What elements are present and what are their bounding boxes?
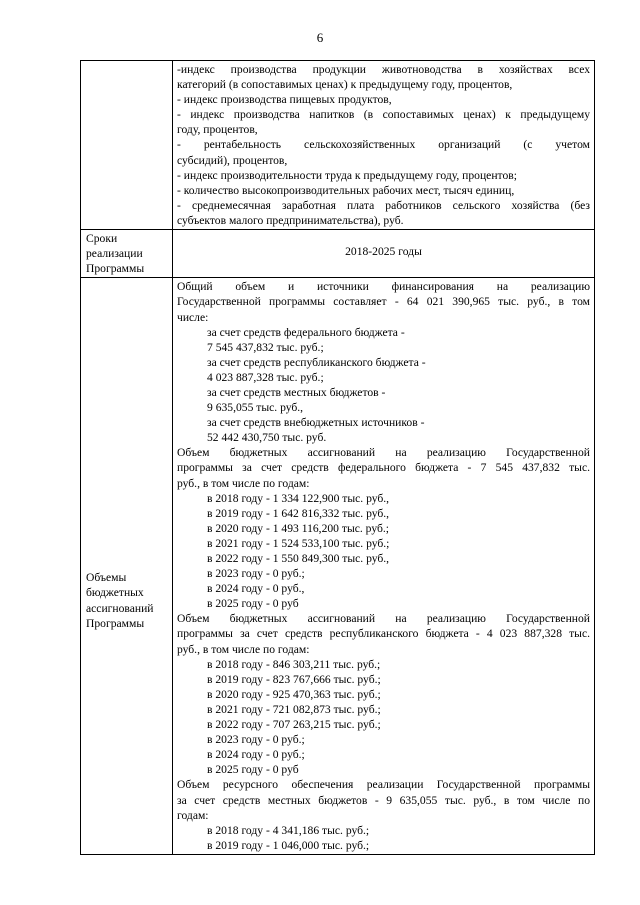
page-number: 6 <box>316 30 324 45</box>
text-line: числе: <box>177 310 209 324</box>
text-line: Объем бюджетных ассигнований на реализацию Государственной <box>177 446 590 460</box>
text-line: в 2019 году - 1 046,000 тыс. руб.; <box>207 838 370 852</box>
text-line: в 2019 году - 1 642 816,332 тыс. руб., <box>207 506 390 520</box>
label-line: Объемы <box>86 571 127 585</box>
volume-row <box>81 278 595 855</box>
text-line: -индекс производства продукции животноводства в хозяйствах всех <box>177 63 590 76</box>
text-line: в 2025 году - 0 руб <box>207 763 299 777</box>
text-line: субсидий), процентов, <box>177 153 288 167</box>
program-passport-table <box>80 60 595 855</box>
text-line: 4 023 887,328 тыс. руб.; <box>207 370 324 384</box>
term-row <box>81 230 595 278</box>
label-line: Программы <box>86 262 145 276</box>
text-line: в 2021 году - 1 524 533,100 тыс. руб.; <box>207 536 390 550</box>
term-value-cell <box>173 230 595 278</box>
text-line: программы за счет средств федерального бюджета - 7 545 437,832 тыс. <box>177 461 590 475</box>
text-line: за счет средств внебюджетных источников - <box>207 416 425 430</box>
text-line: Объем ресурсного обеспечения реализации Государственной программы <box>177 778 590 792</box>
text-line: Государственной программы составляет - 64 021 390,965 тыс. руб., в том <box>177 295 590 309</box>
indicators-content-cell <box>173 61 595 230</box>
text-line: в 2020 году - 925 470,363 тыс. руб.; <box>207 687 381 701</box>
text-line: в 2021 году - 721 082,873 тыс. руб.; <box>207 702 381 716</box>
text-line: году, процентов, <box>177 123 258 137</box>
indicators-row <box>81 61 595 230</box>
text-line: Объем бюджетных ассигнований на реализацию Государственной <box>177 612 590 626</box>
text-line: в 2019 году - 823 767,666 тыс. руб.; <box>207 672 381 686</box>
term-value: 2018-2025 годы <box>345 245 422 259</box>
text-line: в 2025 году - 0 руб <box>207 597 299 611</box>
text-line: - количество высокопроизводительных рабочих мест, тысяч единиц, <box>177 183 515 197</box>
text-line: в 2023 году - 0 руб.; <box>207 567 305 581</box>
text-line: 7 545 437,832 тыс. руб.; <box>207 340 324 354</box>
text-line: в 2022 году - 1 550 849,300 тыс. руб., <box>207 552 390 565</box>
text-line: - индекс производства напитков (в сопоставимых ценах) к предыдущему <box>177 108 590 122</box>
text-line: - индекс производства пищевых продуктов, <box>177 93 392 107</box>
text-line: программы за счет средств республиканского бюджета - 4 023 887,328 тыс. <box>177 627 590 641</box>
indicators-label-cell <box>81 61 173 230</box>
text-line: Общий объем и источники финансирования на реализацию <box>177 280 590 294</box>
label-line: Программы <box>86 616 145 630</box>
text-line: руб., в том числе по годам: <box>177 476 310 490</box>
label-line: реализации <box>86 247 143 261</box>
volume-label-cell <box>81 278 173 855</box>
text-line: в 2023 году - 0 руб.; <box>207 733 305 747</box>
text-line: - индекс производительности труда к предыдущему году, процентов; <box>177 168 517 182</box>
text-line: в 2018 году - 4 341,186 тыс. руб.; <box>207 823 370 837</box>
text-line: - рентабельность сельскохозяйственных организаций (с учетом <box>177 138 590 152</box>
text-line: - среднемесячная заработная плата работников сельского хозяйства (без <box>177 198 590 212</box>
text-line: руб., в том числе по годам: <box>177 642 310 656</box>
text-line: за счет средств местных бюджетов - <box>207 385 386 399</box>
text-line: 52 442 430,750 тыс. руб. <box>207 431 327 445</box>
term-label-cell <box>81 230 173 278</box>
text-line: за счет средств республиканского бюджета - <box>207 355 426 369</box>
volume-label <box>86 279 168 630</box>
text-line: в 2018 году - 1 334 122,900 тыс. руб., <box>207 491 390 505</box>
text-line: категорий (в сопоставимых ценах) к предыдущему году, процентов, <box>177 78 513 92</box>
label-line: ассигнований <box>86 601 154 615</box>
label-line: бюджетных <box>86 586 144 600</box>
text-line: в 2020 году - 1 493 116,200 тыс. руб.; <box>207 521 389 535</box>
text-line: в 2024 году - 0 руб.; <box>207 748 305 762</box>
text-line: 9 635,055 тыс. руб., <box>207 401 304 415</box>
text-line: в 2024 году - 0 руб., <box>207 582 305 596</box>
text-line: за счет средств федерального бюджета - <box>207 325 405 339</box>
text-line: годам: <box>177 808 209 822</box>
text-line: за счет средств местных бюджетов - 9 635,055 тыс. руб., в том числе по <box>177 793 590 807</box>
label-line: Сроки <box>86 232 118 246</box>
text-line: субъектов малого предпринимательства), руб. <box>177 213 404 227</box>
text-line: в 2022 году - 707 263,215 тыс. руб.; <box>207 718 381 732</box>
text-line: в 2018 году - 846 303,211 тыс. руб.; <box>207 657 381 671</box>
volume-content-cell <box>173 278 595 855</box>
